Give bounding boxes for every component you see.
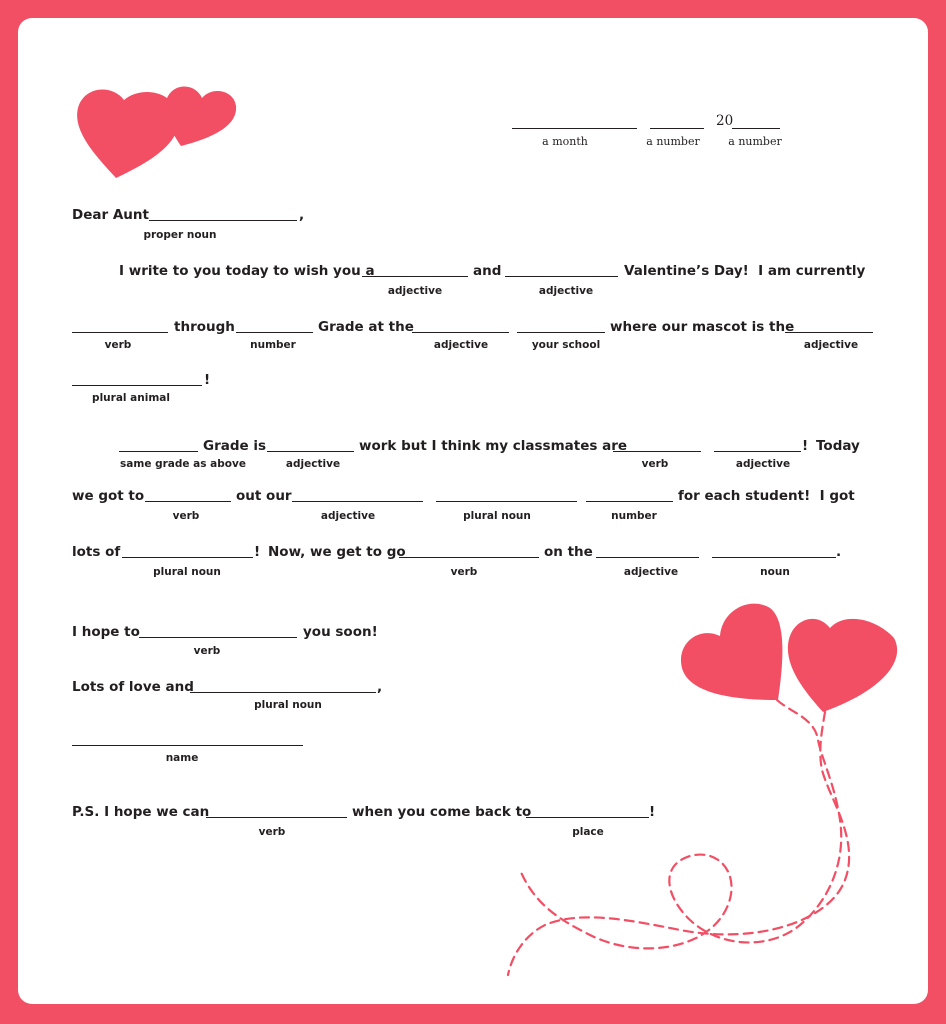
p2-verb-blank-1[interactable] xyxy=(613,451,701,452)
label-plural-noun-2: plural noun xyxy=(153,566,221,578)
p2-verb-blank-3[interactable] xyxy=(399,557,539,558)
p1-exclaim: ! xyxy=(204,372,211,388)
p2-grade-is-text: Grade is xyxy=(203,438,267,454)
greeting-text: Dear Aunt xyxy=(72,207,149,223)
label-verb-2: verb xyxy=(641,458,669,470)
p2-work-text: work but I think my classmates are xyxy=(359,438,628,454)
p2-lots-of-text: lots of xyxy=(72,544,121,560)
p1-grade-at-text: Grade at the xyxy=(318,319,414,335)
p2-exclaim-1: ! xyxy=(802,438,809,454)
love-comma: , xyxy=(377,679,383,695)
p2-for-each-text: for each student! I got xyxy=(678,488,855,504)
p1-through-text: through xyxy=(174,319,235,335)
month-label: a month xyxy=(542,135,588,148)
label-adjective-6: adjective xyxy=(735,458,791,470)
p1-start-text: I write to you today to wish you a xyxy=(119,263,375,279)
ps-mid-text: when you come back to xyxy=(352,804,532,820)
label-plural-noun-3: plural noun xyxy=(254,699,322,711)
love-plural-noun-blank[interactable] xyxy=(190,692,376,693)
label-verb-3: verb xyxy=(172,510,200,522)
p2-on-the-text: on the xyxy=(544,544,593,560)
label-noun: noun xyxy=(760,566,790,578)
p1-adjective-blank-1[interactable] xyxy=(362,276,468,277)
p2-verb-blank-2[interactable] xyxy=(145,501,231,502)
p2-number-blank[interactable] xyxy=(586,501,673,502)
label-place: place xyxy=(572,826,604,838)
hope-verb-blank[interactable] xyxy=(139,637,297,638)
p2-adjective-blank-3[interactable] xyxy=(292,501,423,502)
p1-mascot-text: where our mascot is the xyxy=(610,319,795,335)
ps-verb-blank[interactable] xyxy=(206,817,347,818)
top-hearts-icon xyxy=(77,86,236,178)
p1-adjective-blank-4[interactable] xyxy=(785,332,873,333)
label-your-school: your school xyxy=(531,339,601,351)
ps-start-text: P.S. I hope we can xyxy=(72,804,210,820)
year-blank[interactable] xyxy=(732,128,780,129)
label-same-grade: same grade as above xyxy=(120,458,246,470)
p2-plural-noun-blank-2[interactable] xyxy=(122,557,253,558)
day-blank[interactable] xyxy=(650,128,704,129)
p2-out-our-text: out our xyxy=(236,488,292,504)
balloon-heart-left-icon xyxy=(681,604,782,700)
p2-we-got-to-text: we got to xyxy=(72,488,145,504)
label-verb-1: verb xyxy=(104,339,132,351)
p1-adjective-blank-2[interactable] xyxy=(505,276,618,277)
p1-end-text: Valentine’s Day! I am currently xyxy=(624,263,866,279)
p1-verb-blank[interactable] xyxy=(72,332,168,333)
large-heart-icon xyxy=(77,90,179,178)
p2-adjective-blank-1[interactable] xyxy=(267,451,354,452)
label-verb-4: verb xyxy=(450,566,478,578)
label-adjective-8: adjective xyxy=(623,566,679,578)
hope-to-text: I hope to xyxy=(72,624,140,640)
p2-exclaim-2: ! xyxy=(254,544,261,560)
p1-school-blank[interactable] xyxy=(517,332,605,333)
ps-exclaim: ! xyxy=(649,804,656,820)
label-name: name xyxy=(165,752,199,764)
greeting-comma: , xyxy=(299,207,305,223)
ps-place-blank[interactable] xyxy=(526,817,649,818)
name-blank[interactable] xyxy=(72,745,303,746)
balloon-heart-right-icon xyxy=(788,619,897,712)
month-blank[interactable] xyxy=(512,128,637,129)
p1-adjective-blank-3[interactable] xyxy=(412,332,509,333)
p2-adjective-blank-4[interactable] xyxy=(596,557,699,558)
lots-of-love-text: Lots of love and xyxy=(72,679,194,695)
label-number-1: number xyxy=(250,339,296,351)
p1-plural-animal-blank[interactable] xyxy=(72,385,202,386)
label-adjective-4: adjective xyxy=(803,339,859,351)
p2-now-text: Now, we get to go xyxy=(268,544,406,560)
day-label: a number xyxy=(646,135,700,148)
label-plural-noun-1: plural noun xyxy=(463,510,531,522)
p2-plural-noun-blank-1[interactable] xyxy=(436,501,577,502)
p2-noun-blank[interactable] xyxy=(712,557,836,558)
year-label: a number xyxy=(728,135,782,148)
label-verb-6: verb xyxy=(258,826,286,838)
proper-noun-blank[interactable] xyxy=(149,220,297,221)
p2-period: . xyxy=(836,544,842,560)
label-adjective-3: adjective xyxy=(433,339,489,351)
label-verb-5: verb xyxy=(193,645,221,657)
label-proper-noun: proper noun xyxy=(143,229,217,241)
balloon-strings xyxy=(508,700,849,975)
year-prefix: 20 xyxy=(716,113,734,129)
p2-adjective-blank-2[interactable] xyxy=(714,451,801,452)
label-adjective-5: adjective xyxy=(285,458,341,470)
label-adjective-1: adjective xyxy=(387,285,443,297)
label-number-2: number xyxy=(611,510,657,522)
you-soon-text: you soon! xyxy=(303,624,378,640)
label-plural-animal: plural animal xyxy=(92,392,170,404)
label-adjective-2: adjective xyxy=(538,285,594,297)
p2-today-text: Today xyxy=(816,438,860,454)
p2-grade-blank[interactable] xyxy=(119,451,198,452)
p1-number-blank[interactable] xyxy=(236,332,313,333)
p1-and-text: and xyxy=(473,263,502,279)
label-adjective-7: adjective xyxy=(320,510,376,522)
